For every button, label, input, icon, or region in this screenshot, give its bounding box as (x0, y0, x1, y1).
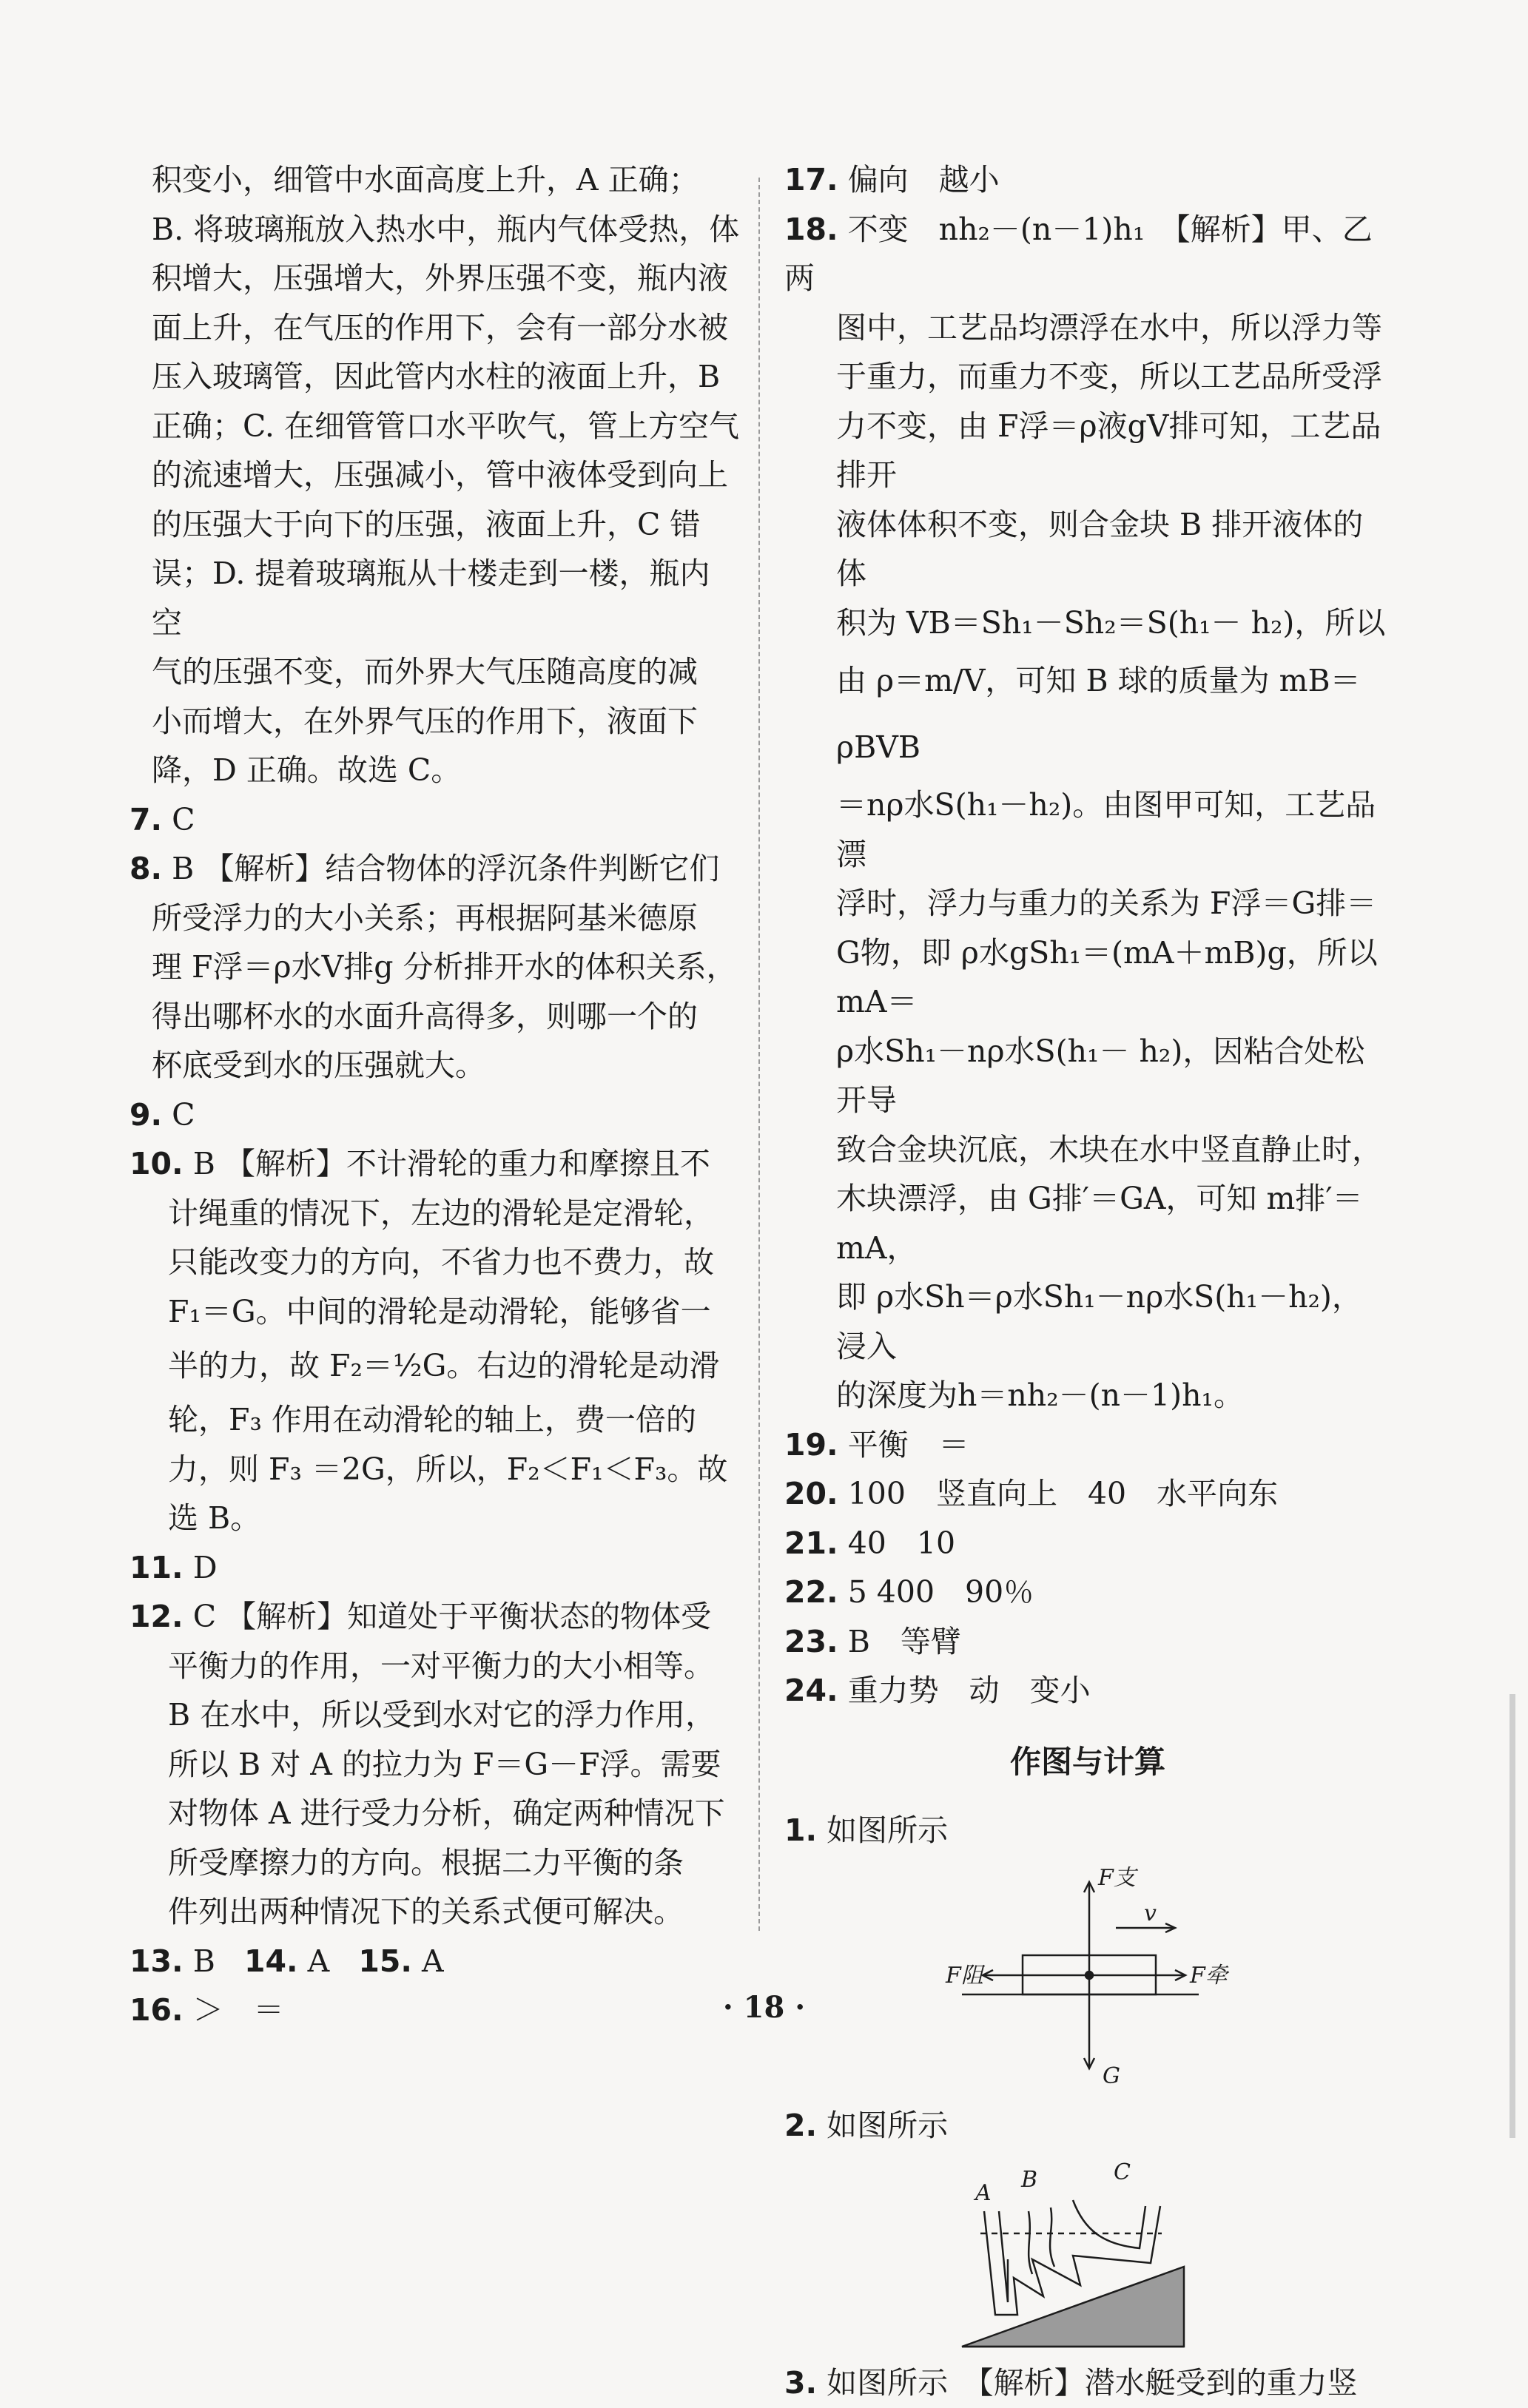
text-line: G物，即 ρ水gSh₁＝(mA＋mB)g，所以 mA＝ (836, 934, 1378, 1019)
answer-q20 (784, 1469, 1391, 1519)
label-f-resist: F阻 (946, 1962, 983, 1989)
answer-text: A (422, 1943, 444, 1979)
text-line: 得出哪杯水的水面升高得多，则哪一个的 (152, 998, 698, 1034)
page-number: · 18 · (722, 1990, 806, 2025)
text-line: 选 B。 (168, 1500, 261, 1536)
answer-text: 40 10 (847, 1525, 956, 1561)
text-line: 即 ρ水Sh＝ρ水Sh₁－nρ水S(h₁－h₂)，浸入 (836, 1279, 1362, 1364)
answer-text: 重力势 动 变小 (847, 1673, 1091, 1708)
answer-text: C (172, 801, 195, 837)
answer-q18 (784, 205, 1391, 1420)
answer-text: 平衡 ＝ (847, 1426, 969, 1463)
text-line: 正确；C. 在细管管口水平吹气，管上方空气 (152, 408, 739, 444)
vessel-tubes (999, 2200, 1145, 2302)
answer-text: 如图所示 (827, 1812, 949, 1848)
question-number: 12. (129, 1599, 184, 1634)
right-column (784, 155, 1391, 2408)
text-line: 误；D. 提着玻璃瓶从十楼走到一楼，瓶内空 (152, 556, 710, 641)
text-line: ρ水Sh₁－nρ水S(h₁－ h₂)，因粘合处松开导 (836, 1033, 1365, 1118)
text-line: 所以 B 对 A 的拉力为 F＝G－F浮。需要 (168, 1746, 721, 1782)
text-line: ＝nρ水S(h₁－h₂)。由图甲可知，工艺品漂 (836, 787, 1376, 872)
answer-text: A (307, 1943, 330, 1979)
question-number: 11. (129, 1549, 184, 1585)
text-line: 轮，F₃ 作用在动滑轮的轴上，费一倍的 (168, 1402, 696, 1437)
text-line: 只能改变力的方向，不省力也不费力，故 (168, 1244, 714, 1280)
text-line: 木块漂浮，由 G排′＝GA，可知 m排′＝mA， (836, 1181, 1363, 1266)
answer-q9 (129, 1090, 740, 1140)
answer-text: ＞ ＝ (192, 1992, 284, 2028)
drawing-q2 (784, 2101, 1391, 2151)
text-line: 件列出两种情况下的关系式便可解决。 (168, 1894, 684, 1929)
question-number: 8. (129, 851, 163, 886)
text-line: 图中，工艺品均漂浮在水中，所以浮力等 (836, 309, 1382, 345)
answer-text: B (192, 1943, 215, 1979)
label-b: B (1021, 2167, 1038, 2193)
answer-q11 (129, 1543, 740, 1593)
q6-continuation (152, 155, 740, 795)
force-diagram-figure (784, 1861, 1391, 2098)
text-line: 理 F浮＝ρ水V排g 分析排开水的体积关系， (152, 949, 737, 985)
label-f-pull: F牵 (1190, 1962, 1228, 1989)
question-number: 2. (784, 2107, 818, 2143)
answer-text: 100 竖直向上 40 水平向东 (847, 1476, 1279, 1511)
answer-q12 (129, 1592, 740, 1937)
question-number: 18. (784, 211, 838, 247)
answer-text: 如图所示 【解析】潜水艇受到的重力竖 (827, 2365, 1358, 2401)
text-line: B 【解析】结合物体的浮沉条件判断它们 (172, 851, 720, 886)
question-number: 10. (129, 1146, 184, 1181)
question-number: 16. (129, 1992, 184, 2028)
scan-edge (1510, 1694, 1515, 2138)
answer-q7 (129, 795, 740, 845)
drawing-q1 (784, 1806, 1391, 1855)
text-line: 不变 nh₂－(n－1)h₁ 【解析】甲、乙两 (784, 211, 1373, 296)
answer-q8 (129, 844, 740, 1090)
text-line: 于重力，而重力不变，所以工艺品所受浮 (836, 359, 1382, 394)
question-number: 22. (784, 1574, 838, 1610)
text-line: 力不变，由 F浮＝ρ液gV排可知，工艺品排开 (836, 408, 1381, 493)
answer-q23 (784, 1617, 1391, 1667)
text-line: 致合金块沉底，木块在水中竖直静止时， (836, 1131, 1382, 1167)
text-line: 平衡力的作用，一对平衡力的大小相等。 (168, 1648, 714, 1684)
column-divider (758, 178, 760, 1931)
answer-text: 5 400 90％ (847, 1574, 1034, 1610)
text-line: 的压强大于向下的压强，液面上升，C 错 (152, 506, 701, 542)
answer-q22 (784, 1568, 1391, 1617)
answer-text: 如图所示 (827, 2107, 949, 2143)
left-column (129, 155, 740, 2035)
text-line: 降，D 正确。故选 C。 (152, 752, 462, 788)
drawing-q3 (784, 2358, 1391, 2408)
question-number: 17. (784, 162, 838, 198)
text-line: F₁＝G。中间的滑轮是动滑轮，能够省一 (168, 1293, 711, 1329)
question-number: 15. (358, 1943, 412, 1979)
question-number: 24. (784, 1673, 838, 1708)
answer-q10 (129, 1139, 740, 1543)
text-line: B. 将玻璃瓶放入热水中，瓶内气体受热，体 (152, 211, 740, 247)
answer-text: 偏向 越小 (847, 162, 1000, 198)
label-c: C (1114, 2159, 1131, 2185)
answer-text: D (192, 1549, 218, 1585)
answer-q13-q15 (129, 1937, 740, 1986)
question-number: 19. (784, 1426, 838, 1463)
answer-q17 (784, 155, 1391, 205)
text-line: 液体体积不变，则合金块 B 排开液体的体 (836, 506, 1364, 591)
question-number: 9. (129, 1096, 163, 1133)
text-line: 积增大，压强增大，外界压强不变，瓶内液 (152, 260, 728, 296)
question-number: 7. (129, 801, 163, 837)
connected-vessels-figure (784, 2156, 1391, 2355)
text-line: 对物体 A 进行受力分析，确定两种情况下 (168, 1795, 725, 1831)
question-number: 3. (784, 2365, 818, 2401)
text-line: B 【解析】不计滑轮的重力和摩擦且不 (192, 1146, 710, 1181)
text-line: C 【解析】知道处于平衡状态的物体受 (192, 1599, 712, 1634)
question-number: 20. (784, 1476, 838, 1511)
text-line: 浮时，浮力与重力的关系为 F浮＝G排＝ (836, 886, 1377, 921)
answer-q21 (784, 1519, 1391, 1568)
text-line: 的流速增大，压强减小，管中液体受到向上 (152, 457, 728, 493)
question-number: 21. (784, 1525, 838, 1561)
text-line: 的深度为h＝nh₂－(n－1)h₁。 (836, 1377, 1244, 1413)
text-line: B 在水中，所以受到水对它的浮力作用， (168, 1697, 716, 1733)
text-line: 压入玻璃管，因此管内水柱的液面上升，B (152, 359, 721, 394)
question-number: 13. (129, 1943, 184, 1979)
text-line: 计绳重的情况下，左边的滑轮是定滑轮， (168, 1195, 714, 1231)
text-line: 半的力，故 F₂＝½G。右边的滑轮是动滑 (168, 1348, 720, 1383)
answer-text: B 等臂 (847, 1623, 961, 1659)
answer-text: C (172, 1096, 195, 1133)
question-number: 1. (784, 1812, 818, 1848)
text-line: 面上升，在气压的作用下，会有一部分水被 (152, 309, 728, 345)
label-a: A (975, 2180, 992, 2206)
label-velocity: v (1144, 1900, 1157, 1926)
label-f-support: F支 (1098, 1864, 1136, 1891)
text-line: 力，则 F₃ ＝2G，所以，F₂＜F₁＜F₃。故 (168, 1451, 728, 1487)
answer-q19 (784, 1420, 1391, 1470)
text-line: 积为 VB＝Sh₁－Sh₂＝S(h₁－ h₂)，所以 (836, 604, 1386, 641)
text-line: 所受浮力的大小关系；再根据阿基米德原 (152, 900, 698, 936)
text-line: 气的压强不变，而外界大气压随高度的减 (152, 654, 698, 689)
center-point (1086, 1972, 1093, 1979)
label-gravity: G (1103, 2063, 1120, 2089)
text-line: 杯底受到水的压强就大。 (152, 1048, 485, 1083)
text-line: 积变小，细管中水面高度上升，A 正确； (152, 162, 699, 198)
answer-q24 (784, 1666, 1391, 1716)
question-number: 23. (784, 1623, 838, 1659)
section-title: 作图与计算 (1009, 1743, 1165, 1780)
question-number: 14. (243, 1943, 298, 1979)
text-line: 小而增大，在外界气压的作用下，液面下 (152, 703, 698, 739)
text-line: 由 ρ＝m/V，可知 B 球的质量为 mB＝ρBVB (836, 663, 1361, 765)
text-line: 所受摩擦力的方向。根据二力平衡的条 (168, 1844, 684, 1881)
